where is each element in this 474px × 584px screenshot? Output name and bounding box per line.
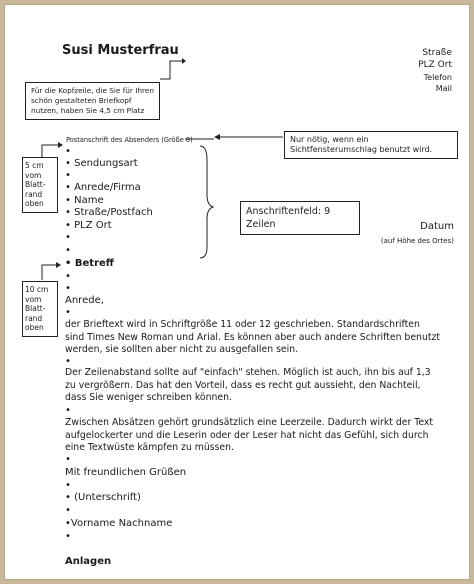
address-line: • Straße/Postfach	[65, 207, 153, 218]
paragraph-3: Zwischen Absätzen gehört grundsätzlich eine Leerzeile. Dadurch wirkt der Text aufgelockerter und die Leserin oder der Leser hat nicht das Gefühl, sich durch eine Textwüste kämpfen zu müssen.	[65, 417, 434, 453]
sender-return-line: Postanschrift des Absenders (Größe 8)	[66, 136, 193, 144]
address-line: •	[65, 146, 71, 157]
blank-line: •	[65, 531, 71, 542]
sender-phone: Telefon	[423, 73, 452, 82]
subject-line: • Betreff	[65, 258, 114, 269]
address-line: • Sendungsart	[65, 158, 138, 169]
margin-top-line: 5 cm	[25, 161, 44, 170]
margin-top-label	[22, 157, 58, 213]
margin-bottom-label	[22, 281, 58, 337]
sender-name: Susi Musterfrau	[62, 43, 179, 58]
window-note-box	[284, 131, 458, 159]
margin-top-line: oben	[25, 199, 44, 208]
margin-top-line: rand	[25, 189, 43, 199]
salutation: Anrede,	[65, 295, 104, 306]
attachments: Anlagen	[65, 556, 112, 567]
full-name-line: •Vorname Nachname	[65, 518, 173, 529]
sender-city: PLZ Ort	[418, 60, 452, 70]
sender-street: Straße	[422, 48, 452, 58]
margin-top-line: vom	[25, 170, 42, 180]
address-line: • Name	[65, 195, 104, 206]
sender-mail: Mail	[435, 84, 452, 93]
blank-line: •	[65, 283, 71, 294]
address-line: •	[65, 245, 71, 256]
margin-bottom-line: oben	[25, 323, 44, 332]
address-field-box	[240, 201, 360, 235]
date-note: (auf Höhe des Ortes)	[380, 237, 454, 245]
blank-line: •	[65, 454, 71, 465]
margin-bottom-line: rand	[25, 313, 43, 323]
header-note-box	[25, 82, 160, 120]
blank-line: •	[65, 356, 71, 367]
closing: Mit freundlichen Grüßen	[65, 467, 187, 478]
address-line: • PLZ Ort	[65, 220, 112, 231]
paragraph-2: Der Zeilenabstand sollte auf "einfach" stehen. Möglich ist auch, ihn bis auf 1,3 zu vergrößern. Das hat den Vorteil, dass es recht gut aussieht, den Nachteil, dass Sie weniger schreiben können.	[65, 367, 431, 403]
address-line: •	[65, 232, 71, 243]
blank-line: •	[65, 480, 71, 491]
blank-line: •	[65, 271, 71, 282]
header-note-text: Für die Kopfzeile, die Sie für Ihren schön gestalteten Briefkopf nutzen, haben Sie 4,5 cm Platz	[31, 86, 154, 115]
blank-line: •	[65, 405, 71, 416]
margin-bottom-line: Blatt-	[25, 304, 46, 313]
paragraph-1: der Brieftext wird in Schriftgröße 11 oder 12 geschrieben. Standardschriften sind Times New Roman und Arial. Es können aber auch andere Schriften benutzt werden, sie sollten aber nicht zu ausgefallen sein.	[65, 319, 441, 355]
margin-bottom-line: 10 cm	[25, 285, 49, 294]
margin-bottom-line: vom	[25, 294, 42, 304]
date-label: Datum	[420, 221, 454, 232]
blank-line: •	[65, 307, 71, 318]
signature-line: • (Unterschrift)	[65, 492, 141, 503]
margin-top-line: Blatt-	[25, 180, 46, 189]
address-line: • Anrede/Firma	[65, 182, 141, 193]
address-field-text: Anschriftenfeld: 9 Zeilen	[246, 206, 331, 230]
address-line: •	[65, 170, 71, 181]
blank-line: •	[65, 505, 71, 516]
window-note-text: Nur nötig, wenn ein Sichtfensterumschlag benutzt wird.	[290, 135, 433, 154]
